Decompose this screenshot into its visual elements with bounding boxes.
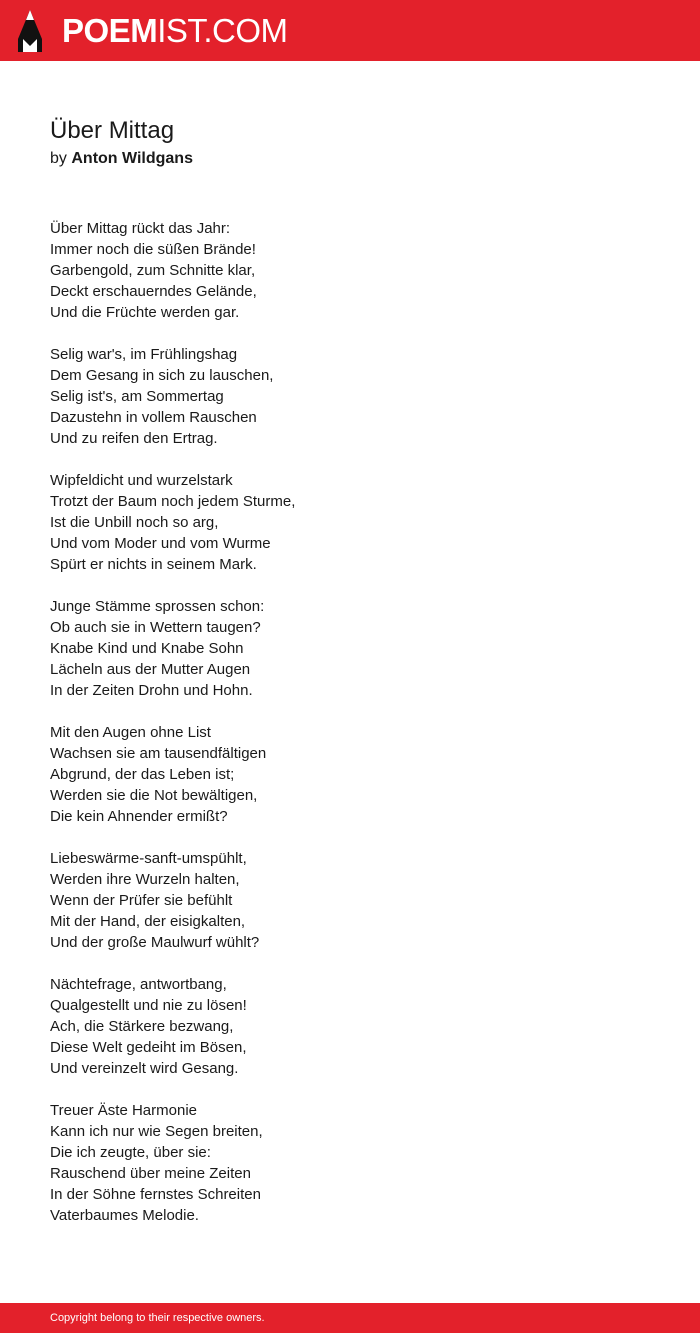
poem-line: Über Mittag rückt das Jahr: (50, 220, 231, 237)
poem-line: Deckt erschauerndes Gelände, (50, 283, 257, 300)
poem-line: Liebeswärme-sanft-umspühlt, (50, 850, 247, 867)
site-logo[interactable] (62, 11, 288, 51)
poem-line: Die kein Ahnender ermißt? (50, 808, 228, 825)
stanza (50, 974, 650, 1079)
poem-line: Dazustehn in vollem Rauschen (50, 409, 257, 426)
stanza (50, 218, 650, 323)
poem-line: Werden ihre Wurzeln halten, (50, 871, 240, 888)
stanza (50, 470, 650, 575)
poem-line: Spürt er nichts in seinem Mark. (50, 556, 257, 573)
poem-line: Und vereinzelt wird Gesang. (50, 1060, 239, 1077)
poem-line: Vaterbaumes Melodie. (50, 1207, 199, 1224)
by-label: by (50, 150, 67, 167)
poem-line: Und die Früchte werden gar. (50, 304, 240, 321)
poem-line: Mit der Hand, der eisigkalten, (50, 913, 246, 930)
poem-line: Treuer Äste Harmonie (50, 1102, 197, 1119)
poem-line: Garbengold, zum Schnitte klar, (50, 262, 256, 279)
poem-line: Wipfeldicht und wurzelstark (50, 472, 233, 489)
poem-line: Selig ist's, am Sommertag (50, 388, 224, 405)
logo-text-bold: POEM (62, 12, 158, 49)
poem-line: Knabe Kind und Knabe Sohn (50, 640, 244, 657)
poem-line: Und zu reifen den Ertrag. (50, 430, 218, 447)
pencil-icon[interactable] (17, 10, 43, 52)
site-footer (0, 1303, 700, 1333)
poem-line: Und der große Maulwurf wühlt? (50, 934, 260, 951)
poem-line: Immer noch die süßen Brände! (50, 241, 256, 258)
poem-line: Die ich zeugte, über sie: (50, 1144, 211, 1161)
author-name: Anton Wildgans (71, 150, 193, 167)
poem-line: Lächeln aus der Mutter Augen (50, 661, 251, 678)
poem-line: Werden sie die Not bewältigen, (50, 787, 258, 804)
poem-body (50, 218, 650, 1247)
poem-line: In der Zeiten Drohn und Hohn. (50, 682, 253, 699)
poem-line: Und vom Moder und vom Wurme (50, 535, 271, 552)
stanza (50, 1100, 650, 1226)
poem-line: Ist die Unbill noch so arg, (50, 514, 219, 531)
stanza (50, 596, 650, 701)
poem-line: Abgrund, der das Leben ist; (50, 766, 235, 783)
poem-title: Über Mittag (50, 117, 175, 144)
stanza (50, 344, 650, 449)
poem-line: Nächtefrage, antwortbang, (50, 976, 227, 993)
poem-line: Ob auch sie in Wettern taugen? (50, 619, 261, 636)
poem-line: Mit den Augen ohne List (50, 724, 211, 741)
poem-line: Junge Stämme sprossen schon: (50, 598, 265, 615)
byline (50, 148, 193, 170)
poem-line: Wenn der Prüfer sie befühlt (50, 892, 233, 909)
poem-line: Trotzt der Baum noch jedem Sturme, (50, 493, 296, 510)
poem-line: Ach, die Stärkere bezwang, (50, 1018, 234, 1035)
poem-line: Selig war's, im Frühlingshag (50, 346, 238, 363)
site-header (0, 0, 700, 61)
poem-line: Diese Welt gedeiht im Bösen, (50, 1039, 247, 1056)
poem-line: Wachsen sie am tausendfältigen (50, 745, 267, 762)
poem-line: Dem Gesang in sich zu lauschen, (50, 367, 274, 384)
stanza (50, 848, 650, 953)
stanza (50, 722, 650, 827)
poem-line: In der Söhne fernstes Schreiten (50, 1186, 261, 1203)
poem-line: Qualgestellt und nie zu lösen! (50, 997, 247, 1014)
copyright-notice: Copyright belong to their respective owners. (50, 1312, 265, 1324)
poem-line: Kann ich nur wie Segen breiten, (50, 1123, 263, 1140)
logo-text-light: IST.COM (157, 12, 288, 49)
poem-line: Rauschend über meine Zeiten (50, 1165, 251, 1182)
